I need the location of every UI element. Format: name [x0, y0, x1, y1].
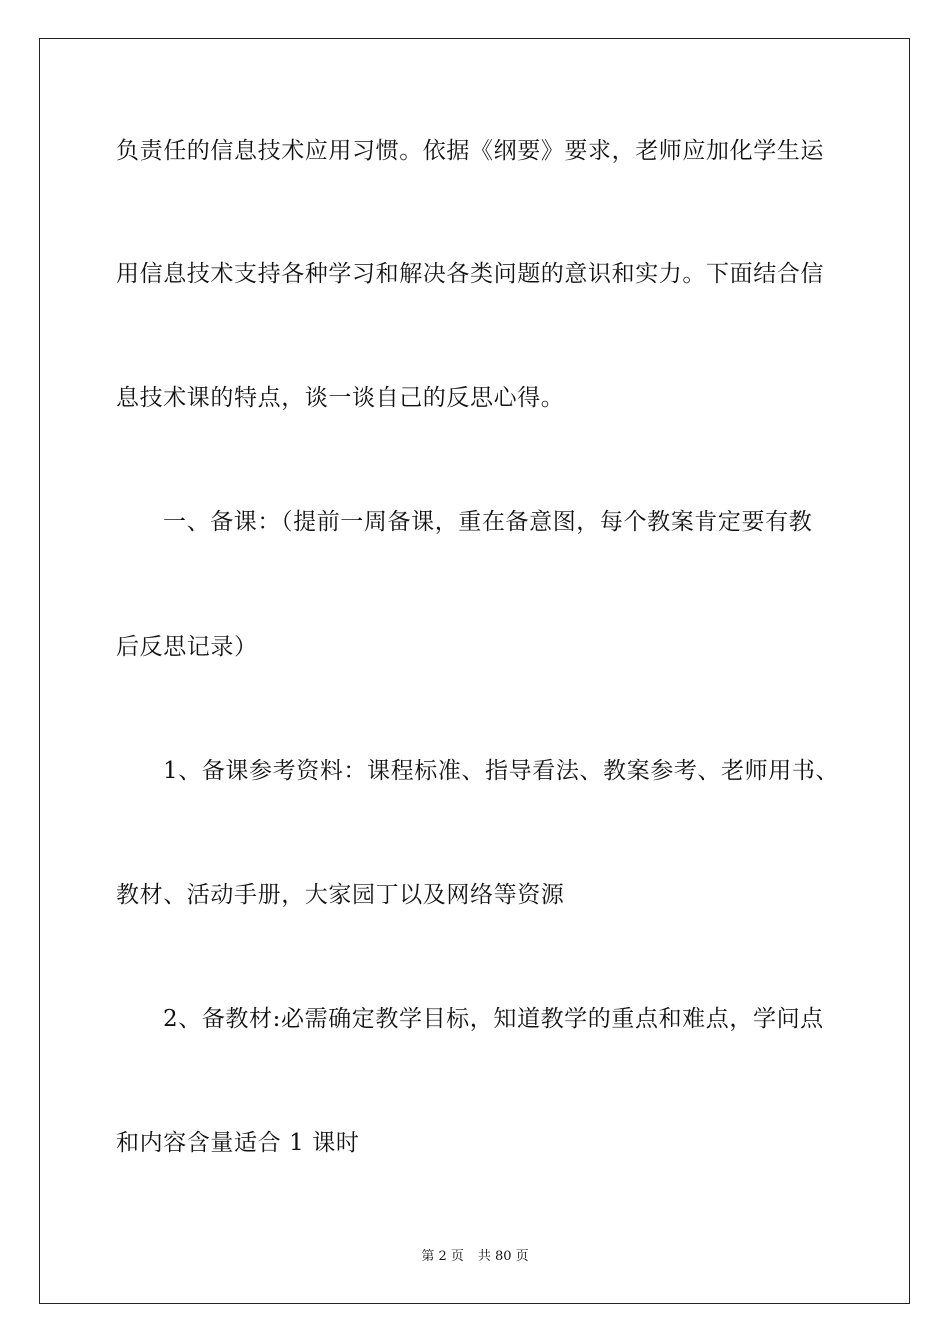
paragraph-line-2: 用信息技术支持各种学习和解决各类问题的意识和实力。下面结合信	[116, 261, 824, 287]
section-heading-line-1: 一、备课：（提前一周备课，重在备意图，每个教案肯定要有教	[163, 509, 813, 535]
list-item-2-line-2: 和内容含量适合 1 课时	[116, 1130, 360, 1156]
total-pages: 共 80 页	[477, 1249, 529, 1264]
list-item-1-line-1: 1、备课参考资料：课程标准、指导看法、教案参考、老师用书、	[163, 758, 840, 784]
section-heading-line-2: 后反思记录）	[116, 634, 258, 660]
list-item-1-line-2: 教材、活动手册，大家园丁以及网络等资源	[116, 882, 565, 908]
page-number: 第 2 页	[421, 1249, 464, 1264]
page-footer	[0, 1248, 950, 1266]
list-item-2-line-1: 2、备教材:必需确定教学目标，知道教学的重点和难点，学问点	[163, 1006, 824, 1032]
paragraph-line-3: 息技术课的特点，谈一谈自己的反思心得。	[116, 385, 565, 411]
paragraph-line-1: 负责任的信息技术应用习惯。依据《纲要》要求，老师应加化学生运	[116, 138, 824, 164]
page-border	[39, 38, 910, 1304]
